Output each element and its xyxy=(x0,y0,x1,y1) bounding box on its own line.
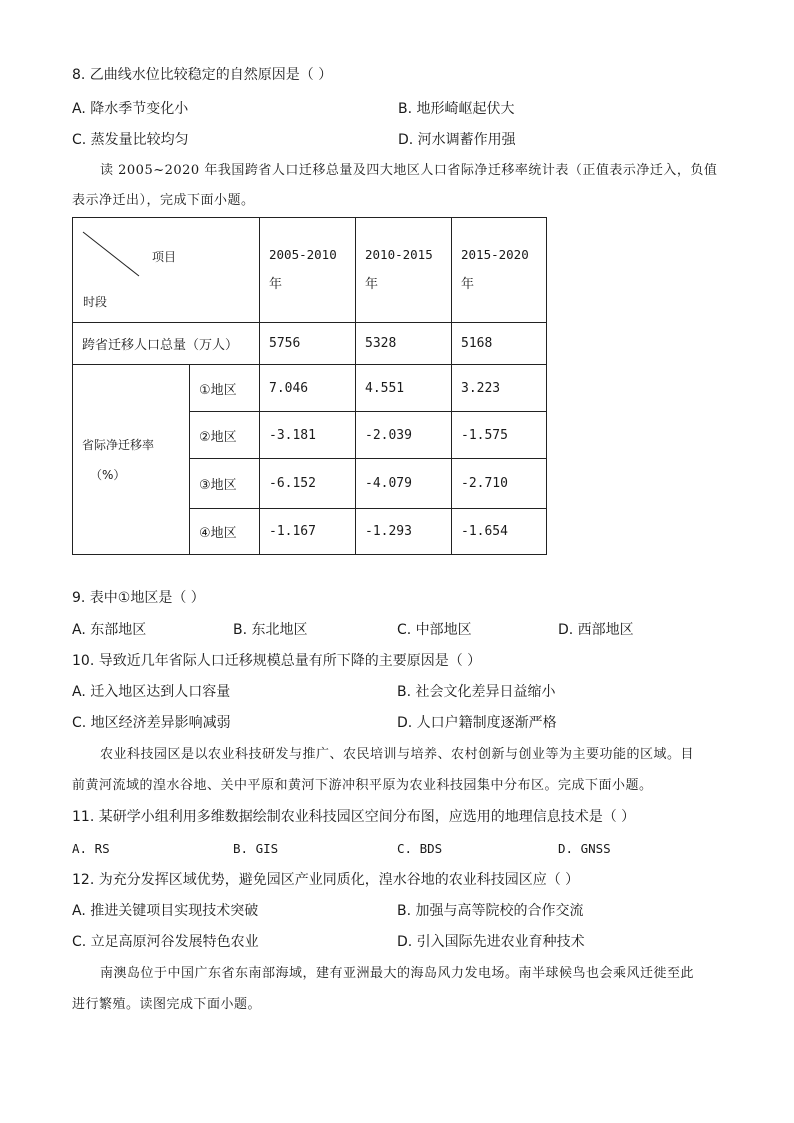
q9-option-b[interactable]: B. 东北地区 xyxy=(233,622,308,638)
question-8-stem: 8. 乙曲线水位比较稳定的自然原因是（ ） xyxy=(72,67,333,83)
table-cell: 4.551 xyxy=(356,365,452,412)
intro-paragraph-2-line-1: 农业科技园区是以农业科技研发与推广、农民培训与培养、农村创新与创业等为主要功能的区域。目 xyxy=(100,747,695,762)
q9-option-c[interactable]: C. 中部地区 xyxy=(397,622,472,638)
table-cell: -3.181 xyxy=(260,412,356,459)
table-corner-header xyxy=(73,218,260,323)
header-period-label: 时段 xyxy=(83,295,108,309)
table-cell: -1.654 xyxy=(452,509,547,555)
q12-option-c[interactable]: C. 立足高原河谷发展特色农业 xyxy=(72,934,259,950)
region-3-label: ③地区 xyxy=(190,459,260,509)
table-cell: 3.223 xyxy=(452,365,547,412)
region-4-label: ④地区 xyxy=(190,509,260,555)
q10-option-b[interactable]: B. 社会文化差异日益缩小 xyxy=(397,684,556,700)
table-row xyxy=(73,365,547,412)
intro-paragraph-1-line-2: 表示净迁出），完成下面小题。 xyxy=(72,193,255,208)
q10-option-d[interactable]: D. 人口户籍制度逐渐严格 xyxy=(397,715,557,731)
question-9-stem: 9. 表中①地区是（ ） xyxy=(72,590,205,606)
year-header-2: 2010-2015 年 xyxy=(356,218,452,323)
year-header-3: 2015-2020 年 xyxy=(452,218,547,323)
q9-option-d[interactable]: D. 西部地区 xyxy=(558,622,634,638)
year-header-1: 2005-2010 年 xyxy=(260,218,356,323)
total-migration-label: 跨省迁移人口总量（万人） xyxy=(73,323,260,365)
q8-option-a[interactable]: A. 降水季节变化小 xyxy=(72,101,189,117)
region-2-label: ②地区 xyxy=(190,412,260,459)
intro-paragraph-1-line-1: 读 2005~2020 年我国跨省人口迁移总量及四大地区人口省际净迁移率统计表（正值表示净迁入，负值 xyxy=(100,163,718,178)
table-cell: 5328 xyxy=(356,323,452,365)
table-cell: 5168 xyxy=(452,323,547,365)
table-cell: -1.293 xyxy=(356,509,452,555)
q11-option-c[interactable]: C. BDS xyxy=(397,841,443,856)
q11-option-b[interactable]: B. GIS xyxy=(233,841,279,856)
table-cell: 7.046 xyxy=(260,365,356,412)
table-header-row xyxy=(73,218,547,323)
question-10-stem: 10. 导致近几年省际人口迁移规模总量有所下降的主要原因是（ ） xyxy=(72,653,482,669)
q10-option-a[interactable]: A. 迁入地区达到人口容量 xyxy=(72,684,231,700)
table-cell: -1.575 xyxy=(452,412,547,459)
net-migration-rate-label: 省际净迁移率 （%） xyxy=(73,365,190,555)
intro-paragraph-3-line-2: 进行繁殖。读图完成下面小题。 xyxy=(72,997,262,1012)
migration-table xyxy=(72,217,547,555)
q12-option-d[interactable]: D. 引入国际先进农业育种技术 xyxy=(397,934,585,950)
intro-paragraph-3-line-1: 南澳岛位于中国广东省东南部海域，建有亚洲最大的海岛风力发电场。南半球候鸟也会乘风迁徙至此 xyxy=(100,966,695,981)
q11-option-d[interactable]: D. GNSS xyxy=(558,841,611,856)
q11-option-a[interactable]: A. RS xyxy=(72,841,110,856)
table-cell: -1.167 xyxy=(260,509,356,555)
table-row xyxy=(73,323,547,365)
intro-paragraph-2-line-2: 前黄河流域的湟水谷地、关中平原和黄河下游冲积平原为农业科技园集中分布区。完成下面小题。 xyxy=(72,778,653,793)
question-12-stem: 12. 为充分发挥区域优势，避免园区产业同质化，湟水谷地的农业科技园区应（ ） xyxy=(72,872,580,888)
q10-option-c[interactable]: C. 地区经济差异影响减弱 xyxy=(72,715,231,731)
q12-option-a[interactable]: A. 推进关键项目实现技术突破 xyxy=(72,903,259,919)
table-cell: 5756 xyxy=(260,323,356,365)
q8-option-c[interactable]: C. 蒸发量比较均匀 xyxy=(72,132,189,148)
question-11-stem: 11. 某研学小组利用多维数据绘制农业科技园区空间分布图，应选用的地理信息技术是（ ） xyxy=(72,809,636,825)
q12-option-b[interactable]: B. 加强与高等院校的合作交流 xyxy=(397,903,584,919)
q8-option-d[interactable]: D. 河水调蓄作用强 xyxy=(398,132,516,148)
q9-option-a[interactable]: A. 东部地区 xyxy=(72,622,147,638)
header-item-label: 项目 xyxy=(152,250,177,264)
table-cell: -2.710 xyxy=(452,459,547,509)
table-cell: -4.079 xyxy=(356,459,452,509)
table-cell: -2.039 xyxy=(356,412,452,459)
region-1-label: ①地区 xyxy=(190,365,260,412)
q8-option-b[interactable]: B. 地形崎岖起伏大 xyxy=(398,101,515,117)
table-cell: -6.152 xyxy=(260,459,356,509)
